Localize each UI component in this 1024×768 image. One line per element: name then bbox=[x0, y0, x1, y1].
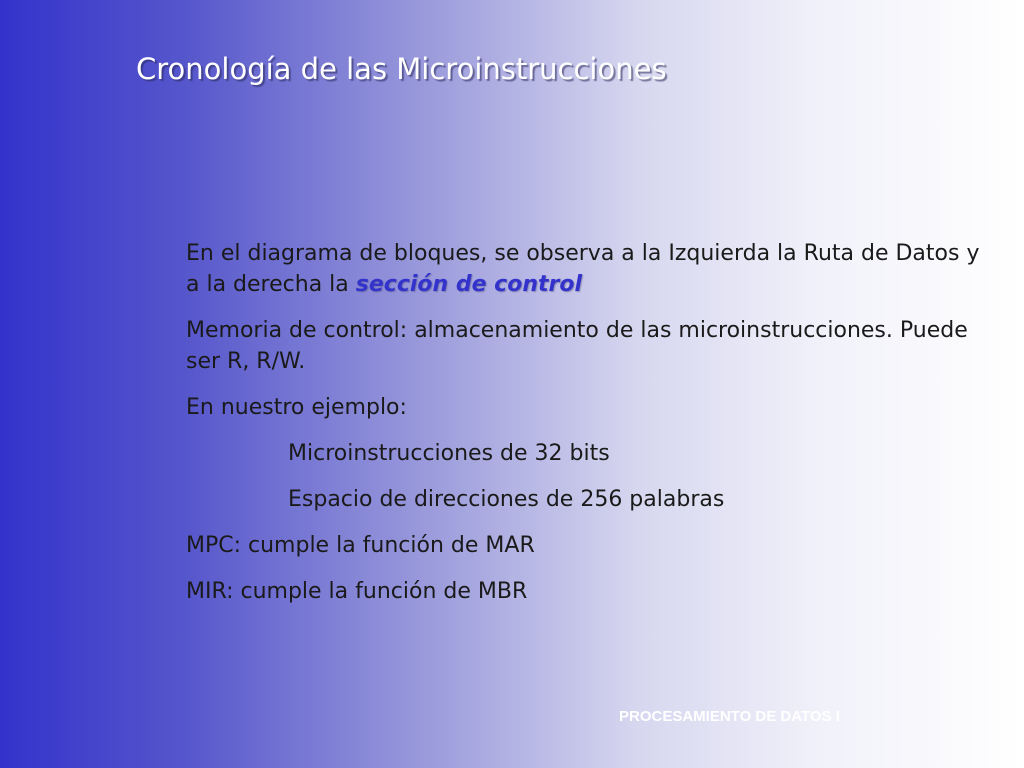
paragraph-mpc: MPC: cumple la función de MAR bbox=[186, 533, 535, 558]
slide-title: Cronología de las Microinstrucciones bbox=[136, 52, 667, 86]
control-section-highlight: sección de control bbox=[355, 272, 583, 297]
slide-footer: PROCESAMIENTO DE DATOS I bbox=[619, 708, 840, 725]
paragraph-block-diagram bbox=[186, 238, 986, 300]
paragraph-microinstruction-size: Microinstrucciones de 32 bits bbox=[288, 441, 610, 466]
paragraph-example-intro: En nuestro ejemplo: bbox=[186, 395, 407, 420]
slide-body bbox=[186, 238, 986, 622]
paragraph-mir: MIR: cumple la función de MBR bbox=[186, 579, 528, 604]
paragraph-address-space: Espacio de direcciones de 256 palabras bbox=[288, 487, 725, 512]
paragraph-block-diagram-text: En el diagrama de bloques, se observa a la Izquierda la Ruta de Datos y a la derecha la bbox=[186, 241, 980, 297]
paragraph-control-memory: Memoria de control: almacenamiento de las microinstrucciones. Puede ser R, R/W. bbox=[186, 318, 968, 374]
